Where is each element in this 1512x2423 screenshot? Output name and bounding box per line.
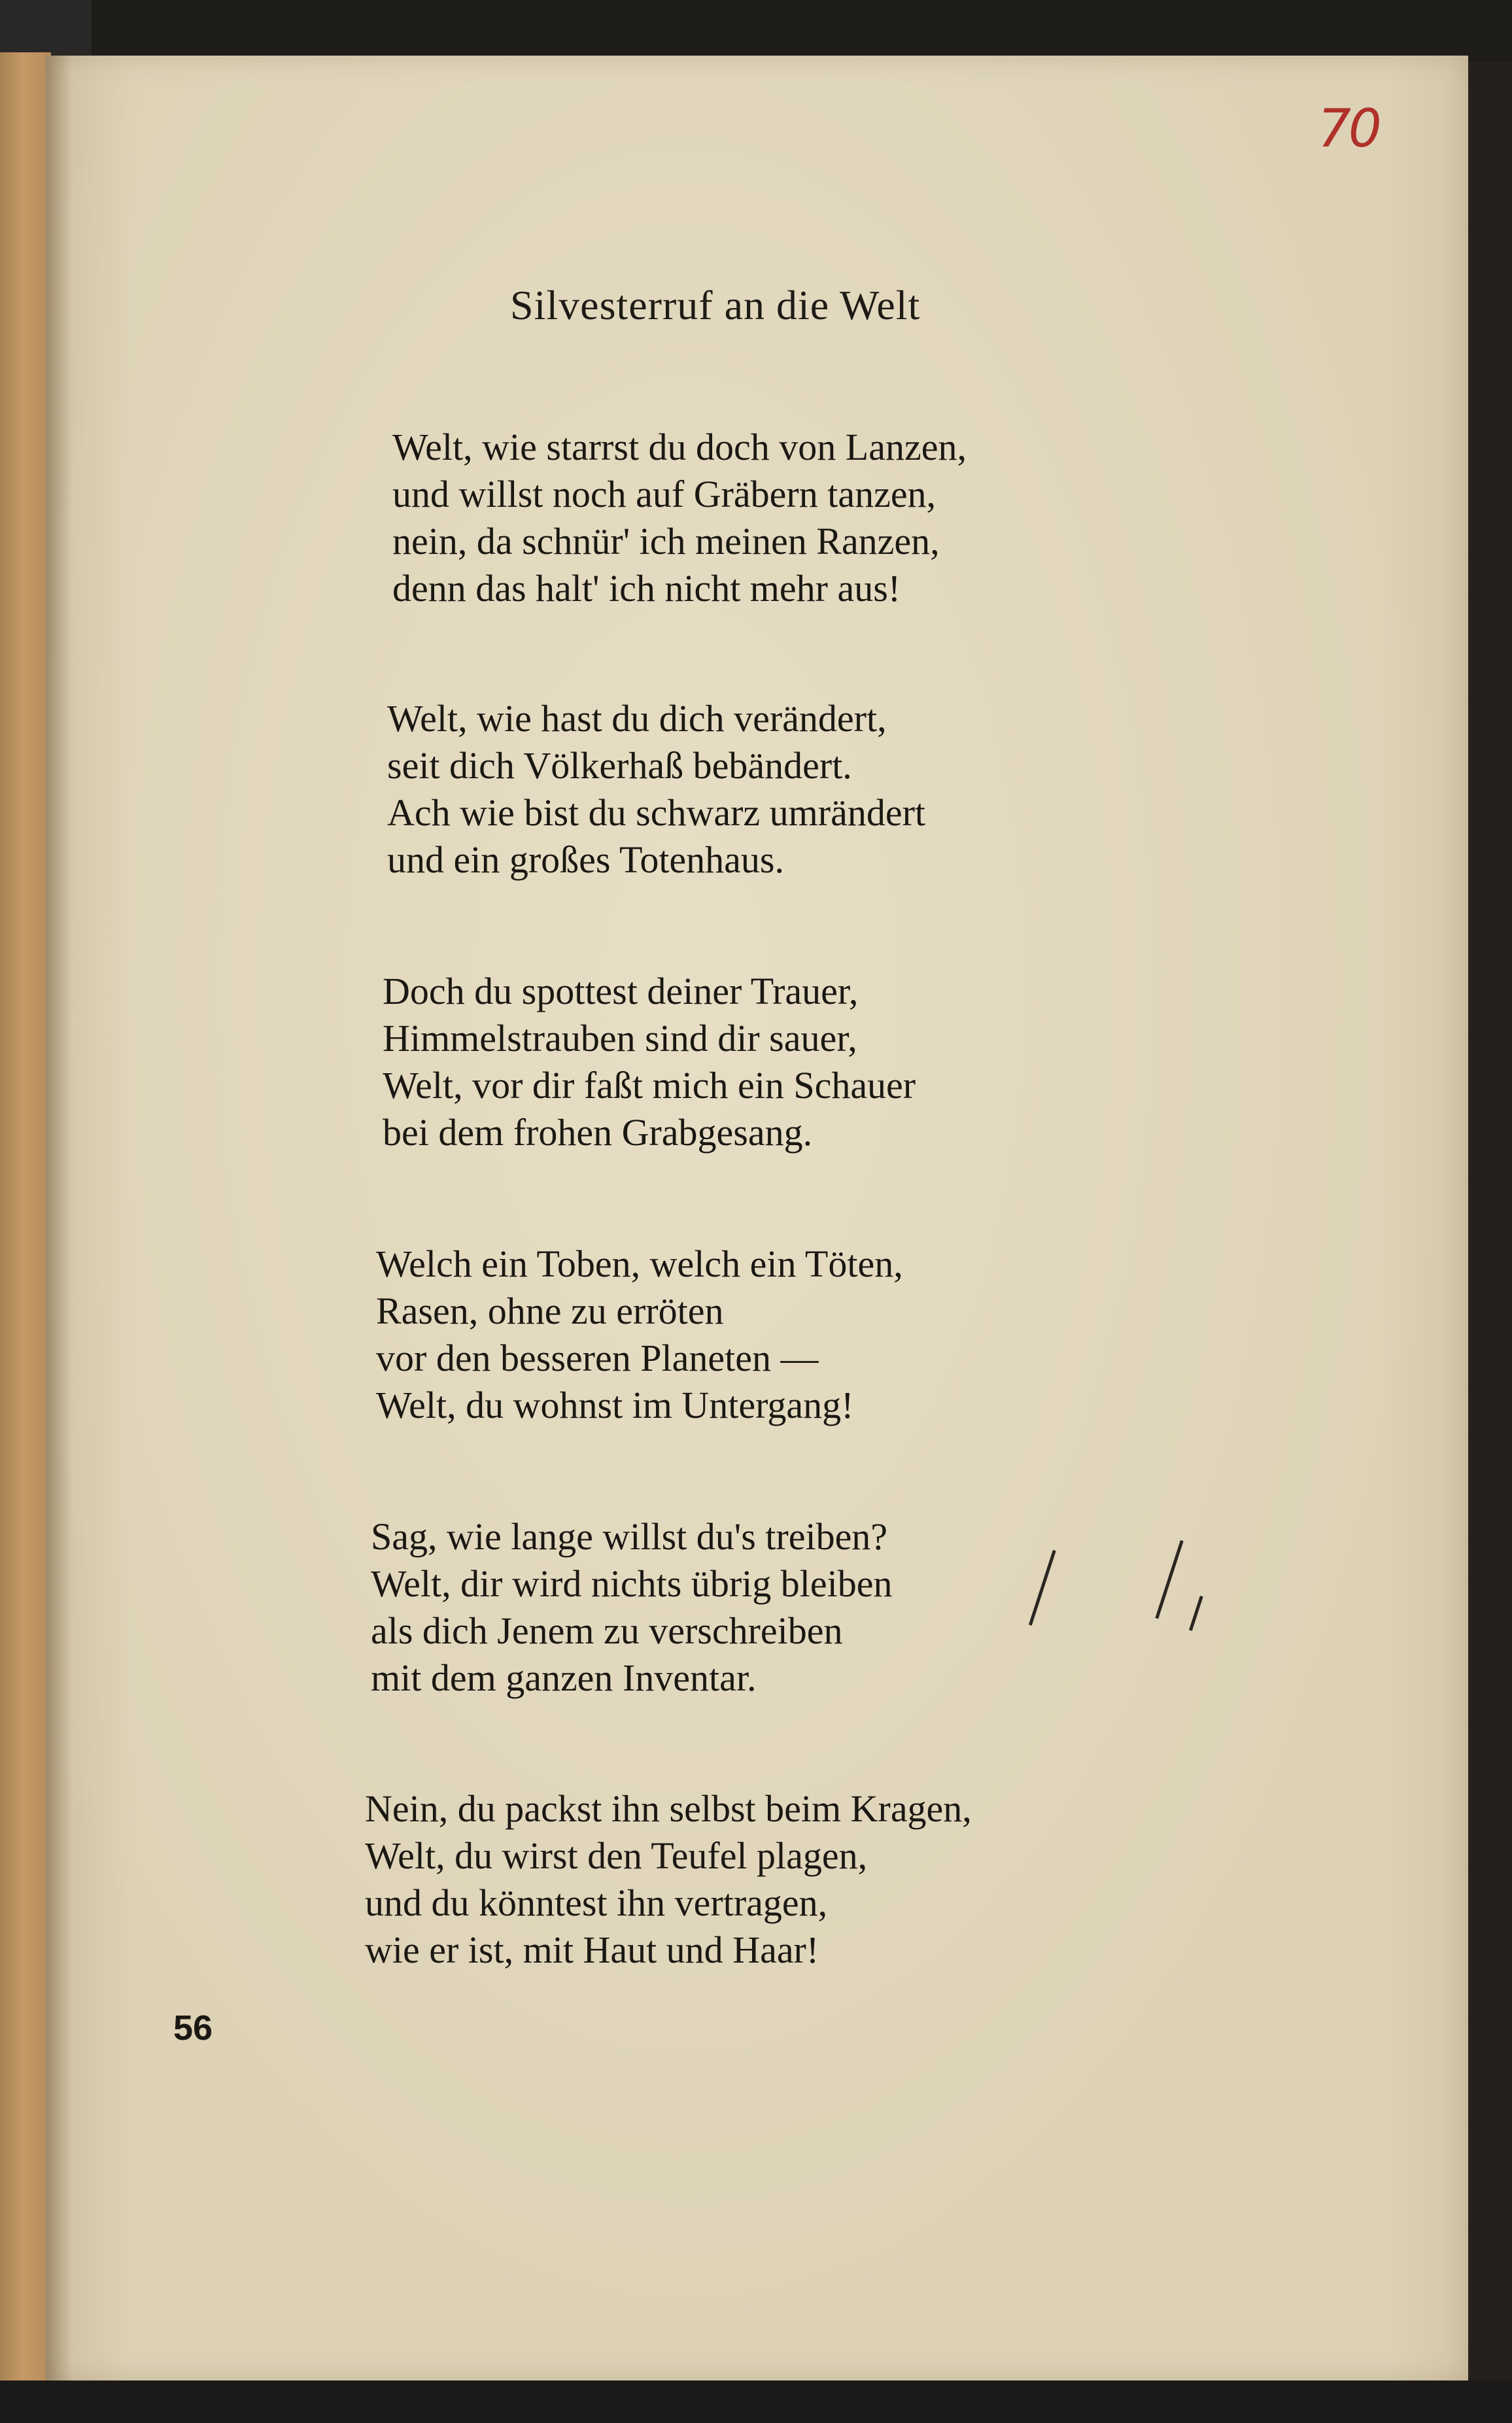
scanner-background-bottom bbox=[0, 2380, 1512, 2423]
verse-line: vor den besseren Planeten — bbox=[376, 1337, 819, 1379]
verse-line: denn das halt' ich nicht mehr aus! bbox=[392, 567, 901, 610]
verse-line: und willst noch auf Gräbern tanzen, bbox=[392, 473, 936, 515]
stanza-2 bbox=[387, 695, 925, 884]
verse-line: Welt, wie starrst du doch von Lanzen, bbox=[392, 426, 967, 468]
verse-line: Rasen, ohne zu erröten bbox=[376, 1290, 724, 1332]
verse-line: seit dich Völkerhaß bebändert. bbox=[387, 744, 852, 787]
verse-line: und du könntest ihn vertragen, bbox=[365, 1882, 828, 1924]
verse-line: Himmelstrauben sind dir sauer, bbox=[383, 1017, 857, 1059]
verse-line: Welt, du wohnst im Untergang! bbox=[376, 1384, 854, 1426]
scanner-background-top bbox=[0, 0, 1512, 62]
stanza-6 bbox=[365, 1785, 972, 1974]
verse-line: Welt, dir wird nichts übrig bleiben bbox=[371, 1562, 893, 1605]
verse-line: Welch ein Toben, welch ein Töten, bbox=[376, 1243, 903, 1285]
stanza-1 bbox=[392, 424, 967, 612]
verse-line: bei dem frohen Grabgesang. bbox=[383, 1111, 813, 1154]
spine-shadow bbox=[46, 56, 72, 2380]
verse-line: nein, da schnür' ich meinen Ranzen, bbox=[392, 520, 940, 562]
page-number: 56 bbox=[173, 2008, 213, 2048]
stanza-5 bbox=[371, 1513, 893, 1702]
verse-line: als dich Jenem zu verschreiben bbox=[371, 1609, 843, 1652]
verse-line: wie er ist, mit Haut und Haar! bbox=[365, 1929, 819, 1971]
verse-line: Ach wie bist du schwarz umrändert bbox=[387, 791, 926, 834]
stanza-3 bbox=[383, 968, 916, 1156]
poem-title: Silvesterruf an die Welt bbox=[510, 282, 921, 328]
folio-number: 70 bbox=[1318, 98, 1379, 159]
verse-line: Nein, du packst ihn selbst beim Kragen, bbox=[365, 1787, 972, 1830]
verse-line: Welt, wie hast du dich verändert, bbox=[387, 697, 887, 740]
verse-line: Welt, du wirst den Teufel plagen, bbox=[365, 1834, 868, 1877]
verse-line: und ein großes Totenhaus. bbox=[387, 838, 784, 881]
verse-line: Doch du spottest deiner Trauer, bbox=[383, 970, 859, 1012]
book-edge bbox=[0, 52, 51, 2380]
book-page bbox=[46, 56, 1468, 2380]
verse-line: mit dem ganzen Inventar. bbox=[371, 1657, 757, 1699]
verse-line: Sag, wie lange willst du's treiben? bbox=[371, 1515, 888, 1558]
stanza-4 bbox=[376, 1241, 903, 1429]
verse-line: Welt, vor dir faßt mich ein Schauer bbox=[383, 1064, 916, 1107]
